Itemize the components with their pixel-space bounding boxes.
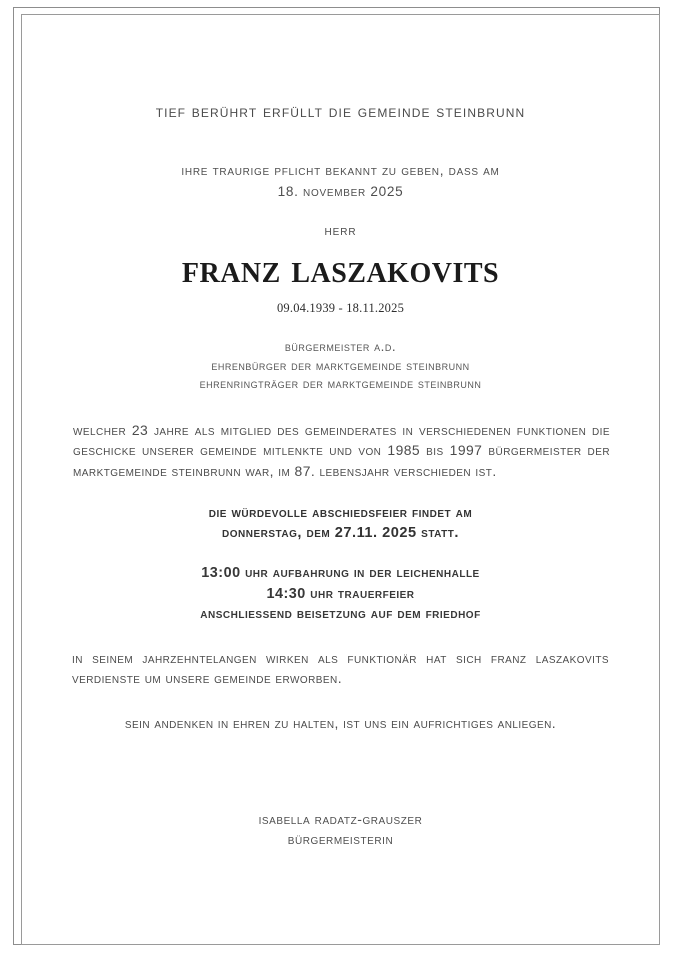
ceremony-line-2: donnerstag, dem 27.11. 2025 statt. bbox=[222, 525, 459, 541]
headline-text: tief berührt erfüllt die gemeinde steinbrunn bbox=[155, 103, 526, 121]
ceremony-line-1: die würdevolle abschiedsfeier findet am bbox=[208, 505, 473, 521]
schedule-line-3: anschliessend beisetzung auf dem friedhof bbox=[200, 606, 481, 622]
intro-block bbox=[72, 160, 609, 202]
remembrance-paragraph: sein andenken in ehren zu halten, ist uns ein aufrichtiges anliegen. bbox=[124, 714, 557, 731]
intro-line-1: ihre traurige pflicht bekannt zu geben, dass am bbox=[181, 163, 500, 178]
salutation-text: herr bbox=[324, 223, 357, 238]
intro-line-2: 18. november 2025 bbox=[277, 184, 404, 199]
biography-paragraph: welcher 23 jahre als mitglied des gemeinderates in verschiedenen funktionen die geschicke unserer gemeinde mitlenkte und von 1985 bis 1997 bürgermeister der marktgemeinde steinbrunn war, im 87. lebensjahr verschieden ist. bbox=[73, 421, 610, 479]
signature-block bbox=[72, 809, 609, 849]
honor-line-2: ehrenbürger der marktgemeinde steinbrunn bbox=[211, 357, 470, 373]
honor-line-3: ehrenringträger der marktgemeinde steinbrunn bbox=[199, 376, 482, 391]
schedule-line-1: 13:00 uhr aufbahrung in der leichenhalle bbox=[201, 565, 480, 581]
schedule-block bbox=[72, 563, 609, 625]
signatory-name: isabella radatz-grauszer bbox=[258, 811, 423, 827]
ceremony-block bbox=[72, 503, 609, 543]
signatory-title: bürgermeisterin bbox=[287, 831, 394, 847]
honor-line-1: bürgermeister a.d. bbox=[284, 339, 397, 354]
honors-block bbox=[72, 338, 609, 394]
obituary-content bbox=[22, 15, 659, 944]
deceased-name: franz laszakovits bbox=[181, 246, 500, 291]
merit-paragraph: in seinem jahrzehntelangen wirken als funktionär hat sich franz laszakovits verdienste um unsere gemeinde erworben. bbox=[72, 649, 609, 686]
schedule-line-2: 14:30 uhr trauerfeier bbox=[266, 585, 415, 602]
life-dates: 09.04.1939 - 18.11.2025 bbox=[276, 301, 405, 315]
